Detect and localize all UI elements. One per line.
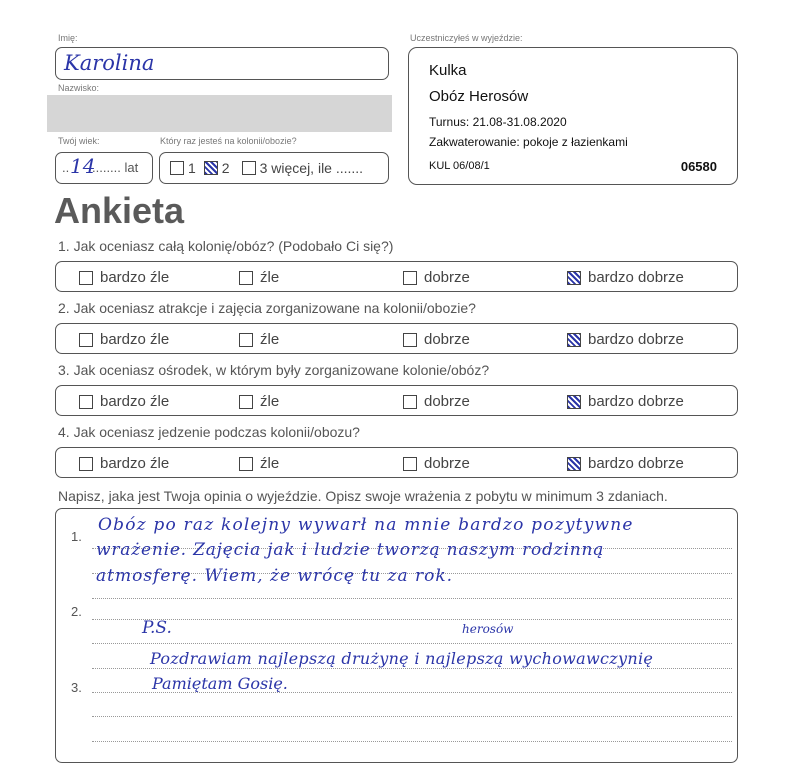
answer-option[interactable] [79, 269, 169, 286]
answer-option[interactable] [239, 269, 279, 286]
answer-option[interactable] [403, 455, 470, 472]
opinion-num-3: 3. [71, 680, 82, 695]
answer-checkbox[interactable] [567, 395, 581, 409]
surname-label: Nazwisko: [58, 83, 100, 93]
page-title: Ankieta [54, 190, 185, 231]
writing-line [92, 716, 732, 717]
surname-redaction [47, 95, 392, 132]
answer-checkbox[interactable] [239, 395, 253, 409]
times-checkbox-2[interactable] [204, 161, 218, 175]
handwritten-line-5: Pozdrawiam najlepszą drużynę i najlepszą wychowawczynię [150, 649, 654, 668]
answer-option[interactable] [239, 455, 279, 472]
trip-code: KUL 06/08/1 [429, 160, 490, 172]
answer-row [55, 447, 738, 478]
answer-option-label: bardzo dobrze [588, 269, 684, 286]
answer-checkbox[interactable] [79, 271, 93, 285]
answer-option-label: dobrze [424, 393, 470, 410]
question-text: 1. Jak oceniasz całą kolonię/obóz? (Podobało Ci się?) [58, 238, 394, 254]
answer-row [55, 385, 738, 416]
age-label: Twój wiek: [58, 136, 100, 146]
trip-accommodation: Zakwaterowanie: pokoje z łazienkami [429, 135, 628, 149]
answer-checkbox[interactable] [403, 395, 417, 409]
writing-line [92, 619, 732, 620]
answer-checkbox[interactable] [567, 457, 581, 471]
handwritten-line-6: Pamiętam Gosię. [152, 674, 288, 693]
handwritten-line-3: atmosferę. Wiem, że wrócę tu za rok. [96, 566, 454, 586]
answer-option-label: bardzo dobrze [588, 393, 684, 410]
answer-checkbox[interactable] [403, 457, 417, 471]
answer-option-label: bardzo dobrze [588, 455, 684, 472]
question-text: 3. Jak oceniasz ośrodek, w którym były zorganizowane kolonie/obóz? [58, 362, 490, 378]
answer-option[interactable] [403, 393, 470, 410]
trip-line1: Kulka [429, 62, 467, 79]
answer-option-label: dobrze [424, 269, 470, 286]
writing-line [92, 668, 732, 669]
name-value: Karolina [64, 51, 155, 75]
opinion-prompt: Napisz, jaka jest Twoja opinia o wyjeździe. Opisz swoje wrażenia z pobytu w minimum 3 zdaniach. [58, 488, 668, 504]
handwritten-ps: P.S. [142, 618, 172, 638]
times-field [159, 152, 389, 184]
answer-option[interactable] [403, 269, 470, 286]
answer-row [55, 323, 738, 354]
answer-option[interactable] [239, 331, 279, 348]
answer-checkbox[interactable] [567, 333, 581, 347]
answer-option[interactable] [567, 331, 684, 348]
answer-option-label: bardzo dobrze [588, 331, 684, 348]
handwritten-line-1: Obóz po raz kolejny wywarł na mnie bardzo pozytywne [98, 515, 634, 535]
answer-option[interactable] [567, 393, 684, 410]
answer-option-label: źle [260, 269, 280, 286]
answer-option[interactable] [79, 393, 169, 410]
answer-option-label: bardzo źle [100, 331, 170, 348]
writing-line [92, 598, 732, 599]
age-field[interactable] [55, 152, 153, 184]
times-label: Który raz jesteś na kolonii/obozie? [160, 136, 297, 146]
trip-number: 06580 [680, 159, 717, 174]
handwritten-insert: herosów [462, 622, 514, 636]
answer-option-label: źle [260, 331, 280, 348]
answer-option[interactable] [567, 455, 684, 472]
age-suffix: ........ lat [92, 160, 139, 175]
question-text: 4. Jak oceniasz jedzenie podczas kolonii/obozu? [58, 424, 360, 440]
trip-line2: Obóz Herosów [429, 88, 529, 105]
answer-checkbox[interactable] [79, 333, 93, 347]
answer-checkbox[interactable] [79, 395, 93, 409]
answer-checkbox[interactable] [403, 271, 417, 285]
answer-option-label: dobrze [424, 455, 470, 472]
times-checkbox-3[interactable] [242, 161, 256, 175]
answer-checkbox[interactable] [567, 271, 581, 285]
writing-line [92, 643, 732, 644]
name-label: Imię: [58, 33, 78, 43]
answer-checkbox[interactable] [239, 271, 253, 285]
name-field[interactable] [55, 47, 389, 80]
times-opt2-label: 2 [221, 160, 230, 176]
times-opt3-label: 3 więcej, ile ....... [259, 160, 364, 176]
opinion-num-2: 2. [71, 604, 82, 619]
answer-checkbox[interactable] [403, 333, 417, 347]
answer-option-label: źle [260, 455, 280, 472]
times-opt1-label: 1 [188, 160, 196, 176]
age-dots-prefix: .. [62, 160, 70, 175]
trip-label: Uczestniczyłeś w wyjeździe: [410, 33, 523, 43]
answer-option-label: dobrze [424, 331, 470, 348]
handwritten-line-2: wrażenie. Zajęcia jak i ludzie tworzą naszym rodzinną [96, 540, 605, 560]
opinion-num-1: 1. [71, 529, 82, 544]
answer-row [55, 261, 738, 292]
answer-option-label: źle [260, 393, 280, 410]
question-text: 2. Jak oceniasz atrakcje i zajęcia zorganizowane na kolonii/obozie? [58, 300, 476, 316]
times-checkbox-1[interactable] [170, 161, 184, 175]
answer-checkbox[interactable] [79, 457, 93, 471]
answer-option[interactable] [239, 393, 279, 410]
answer-option-label: bardzo źle [100, 393, 170, 410]
trip-card [408, 47, 738, 185]
age-value: 14 [70, 154, 96, 178]
answer-option[interactable] [79, 331, 169, 348]
answer-option-label: bardzo źle [100, 269, 170, 286]
answer-option[interactable] [79, 455, 169, 472]
answer-option[interactable] [567, 269, 684, 286]
answer-checkbox[interactable] [239, 457, 253, 471]
answer-checkbox[interactable] [239, 333, 253, 347]
answer-option-label: bardzo źle [100, 455, 170, 472]
trip-turnus: Turnus: 21.08-31.08.2020 [429, 115, 567, 129]
answer-option[interactable] [403, 331, 470, 348]
writing-line [92, 741, 732, 742]
